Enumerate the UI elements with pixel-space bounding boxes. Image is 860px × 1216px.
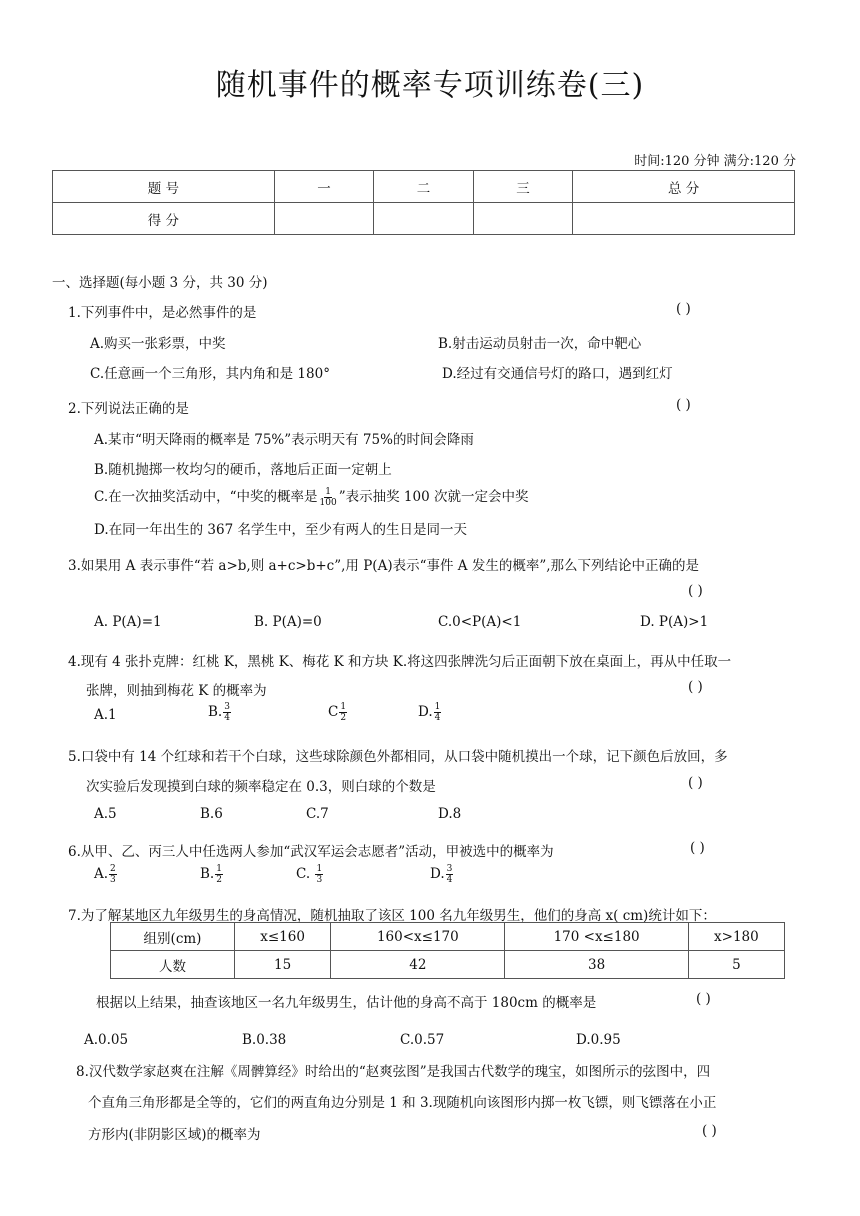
q5-stem-line2: 次实验后发现摸到白球的频率稳定在 0.3，则白球的个数是 [86, 779, 436, 795]
q2-stem: 2.下列说法正确的是 [68, 401, 189, 417]
table-cell: x≤160 [235, 923, 331, 951]
q5-option-d: D.8 [438, 806, 462, 822]
q8-stem-line1: 8.汉代数学家赵爽在注解《周髀算经》时给出的“赵爽弦图”是我国古代数学的瑰宝，如图所示的弦图中，四 [76, 1064, 711, 1080]
table-cell: 160<x≤170 [331, 923, 505, 951]
q1-option-c: C.任意画一个三角形，其内角和是 180° [90, 366, 330, 382]
score-table-header-row [53, 171, 795, 203]
q3-option-b: B. P(A)=0 [254, 614, 322, 630]
table-cell: 5 [688, 951, 784, 979]
answer-paren: ( ) [690, 840, 705, 856]
table-cell: 42 [331, 951, 505, 979]
q4-stem-line2: 张牌，则抽到梅花 K 的概率为 [86, 683, 267, 699]
exam-meta: 时间:120 分钟 满分:120 分 [634, 154, 796, 169]
table-cell: 15 [235, 951, 331, 979]
q4-stem-line1: 4.现有 4 张扑克牌：红桃 K，黑桃 K、梅花 K 和方块 K.将这四张牌洗匀后正面朝下放在桌面上，再从中任取一 [68, 654, 732, 670]
answer-paren: ( ) [696, 991, 711, 1007]
score-table [52, 170, 795, 235]
answer-paren: ( ) [702, 1123, 717, 1139]
score-cell [473, 203, 573, 235]
q2-option-d: D.在同一年出生的 367 名学生中，至少有两人的生日是同一天 [94, 522, 467, 538]
q1-option-d: D.经过有交通信号灯的路口，遇到红灯 [442, 366, 673, 382]
q5-stem-line1: 5.口袋中有 14 个红球和若干个白球，这些球除颜色外都相同，从口袋中随机摸出一个球，记下颜色后放回，多 [68, 749, 728, 765]
score-cell [573, 203, 795, 235]
q7-option-a: A.0.05 [84, 1032, 129, 1048]
q2-option-c-post: ”表示抽奖 100 次就一定会中奖 [338, 489, 529, 505]
score-table-score-row [53, 203, 795, 235]
q7-option-c: C.0.57 [400, 1032, 445, 1048]
q6-stem: 6.从甲、乙、丙三人中任选两人参加“武汉军运会志愿者”活动，甲被选中的概率为 [68, 844, 554, 860]
table-cell: 组别(cm) [111, 923, 235, 951]
q4-option-c: C $\frac{1}{2}$ [328, 702, 347, 723]
q2-option-c [94, 485, 529, 508]
q7-question: 根据以上结果，抽查该地区一名九年级男生，估计他的身高不高于 180cm 的概率是 [96, 995, 597, 1011]
q7-option-d: D.0.95 [576, 1032, 621, 1048]
answer-paren: ( ) [688, 775, 703, 791]
fraction: $\frac{2}{3}$ [110, 864, 116, 885]
fraction: $\frac{1}{3}$ [316, 864, 323, 885]
q5-option-b: B.6 [200, 806, 223, 822]
fraction: $\frac{1}{2}$ [340, 702, 347, 723]
answer-paren: ( ) [676, 301, 691, 317]
q7-option-b: B.0.38 [242, 1032, 287, 1048]
fraction: $\frac{1}{2}$ [216, 864, 222, 885]
q1-option-b: B.射击运动员射击一次，命中靶心 [438, 336, 642, 352]
q2-option-b: B.随机抛掷一枚均匀的硬币，落地后正面一定朝上 [94, 462, 392, 478]
height-table-header-row [111, 923, 785, 951]
answer-paren: ( ) [688, 679, 703, 695]
fraction: $\frac{1}{100}$ [319, 487, 337, 508]
table-cell: 得 分 [53, 203, 275, 235]
table-cell: 人数 [111, 951, 235, 979]
score-cell [374, 203, 474, 235]
q7-stem: 7.为了解某地区九年级男生的身高情况，随机抽取了该区 100 名九年级男生，他们的身高 x( cm)统计如下： [68, 908, 716, 924]
q5-option-c: C.7 [306, 806, 329, 822]
table-cell: 170 <x≤180 [505, 923, 688, 951]
q3-stem: 3.如果用 A 表示事件“若 a>b,则 a+c>b+c”,用 P(A)表示“事件 A 发生的概率”,那么下列结论中正确的是 [68, 558, 700, 574]
table-cell: 一 [274, 171, 374, 203]
table-cell: 题 号 [53, 171, 275, 203]
score-cell [274, 203, 374, 235]
height-table-row [111, 951, 785, 979]
table-cell: 三 [473, 171, 573, 203]
q6-option-a: A. $\frac{2}{3}$ [94, 864, 116, 885]
section-heading: 一、选择题(每小题 3 分，共 30 分) [52, 275, 268, 291]
fraction: $\frac{3}{4}$ [446, 864, 453, 885]
q3-option-a: A. P(A)=1 [94, 614, 162, 630]
table-cell: x>180 [688, 923, 784, 951]
q4-option-b: B. $\frac{3}{4}$ [208, 702, 230, 723]
height-table [110, 922, 785, 979]
q3-option-c: C.0<P(A)<1 [438, 614, 522, 630]
q8-stem-line2: 个直角三角形都是全等的，它们的两直角边分别是 1 和 3.现随机向该图形内掷一枚飞镖，则飞镖落在小正 [88, 1095, 717, 1111]
q8-stem-line3: 方形内(非阴影区域)的概率为 [88, 1127, 261, 1143]
q3-option-d: D. P(A)>1 [640, 614, 709, 630]
q5-option-a: A.5 [94, 806, 117, 822]
answer-paren: ( ) [676, 397, 691, 413]
table-cell: 总 分 [573, 171, 795, 203]
fraction: $\frac{3}{4}$ [224, 702, 230, 723]
fraction: $\frac{1}{4}$ [434, 702, 441, 723]
q6-option-b: B. $\frac{1}{2}$ [200, 864, 222, 885]
q2-option-a: A.某市“明天降雨的概率是 75%”表示明天有 75%的时间会降雨 [94, 432, 474, 448]
answer-paren: ( ) [688, 583, 703, 599]
q4-option-a: A.1 [94, 707, 117, 723]
q6-option-d: D. $\frac{3}{4}$ [430, 864, 453, 885]
page-title: 随机事件的概率专项训练卷(三) [215, 68, 645, 103]
q1-option-a: A.购买一张彩票，中奖 [90, 336, 226, 352]
table-cell: 二 [374, 171, 474, 203]
q4-option-d: D. $\frac{1}{4}$ [418, 702, 441, 723]
q2-option-c-pre: C.在一次抽奖活动中，“中奖的概率是 [94, 489, 318, 505]
table-cell: 38 [505, 951, 688, 979]
q6-option-c: C. $\frac{1}{3}$ [296, 864, 323, 885]
q1-stem: 1.下列事件中，是必然事件的是 [68, 305, 257, 321]
